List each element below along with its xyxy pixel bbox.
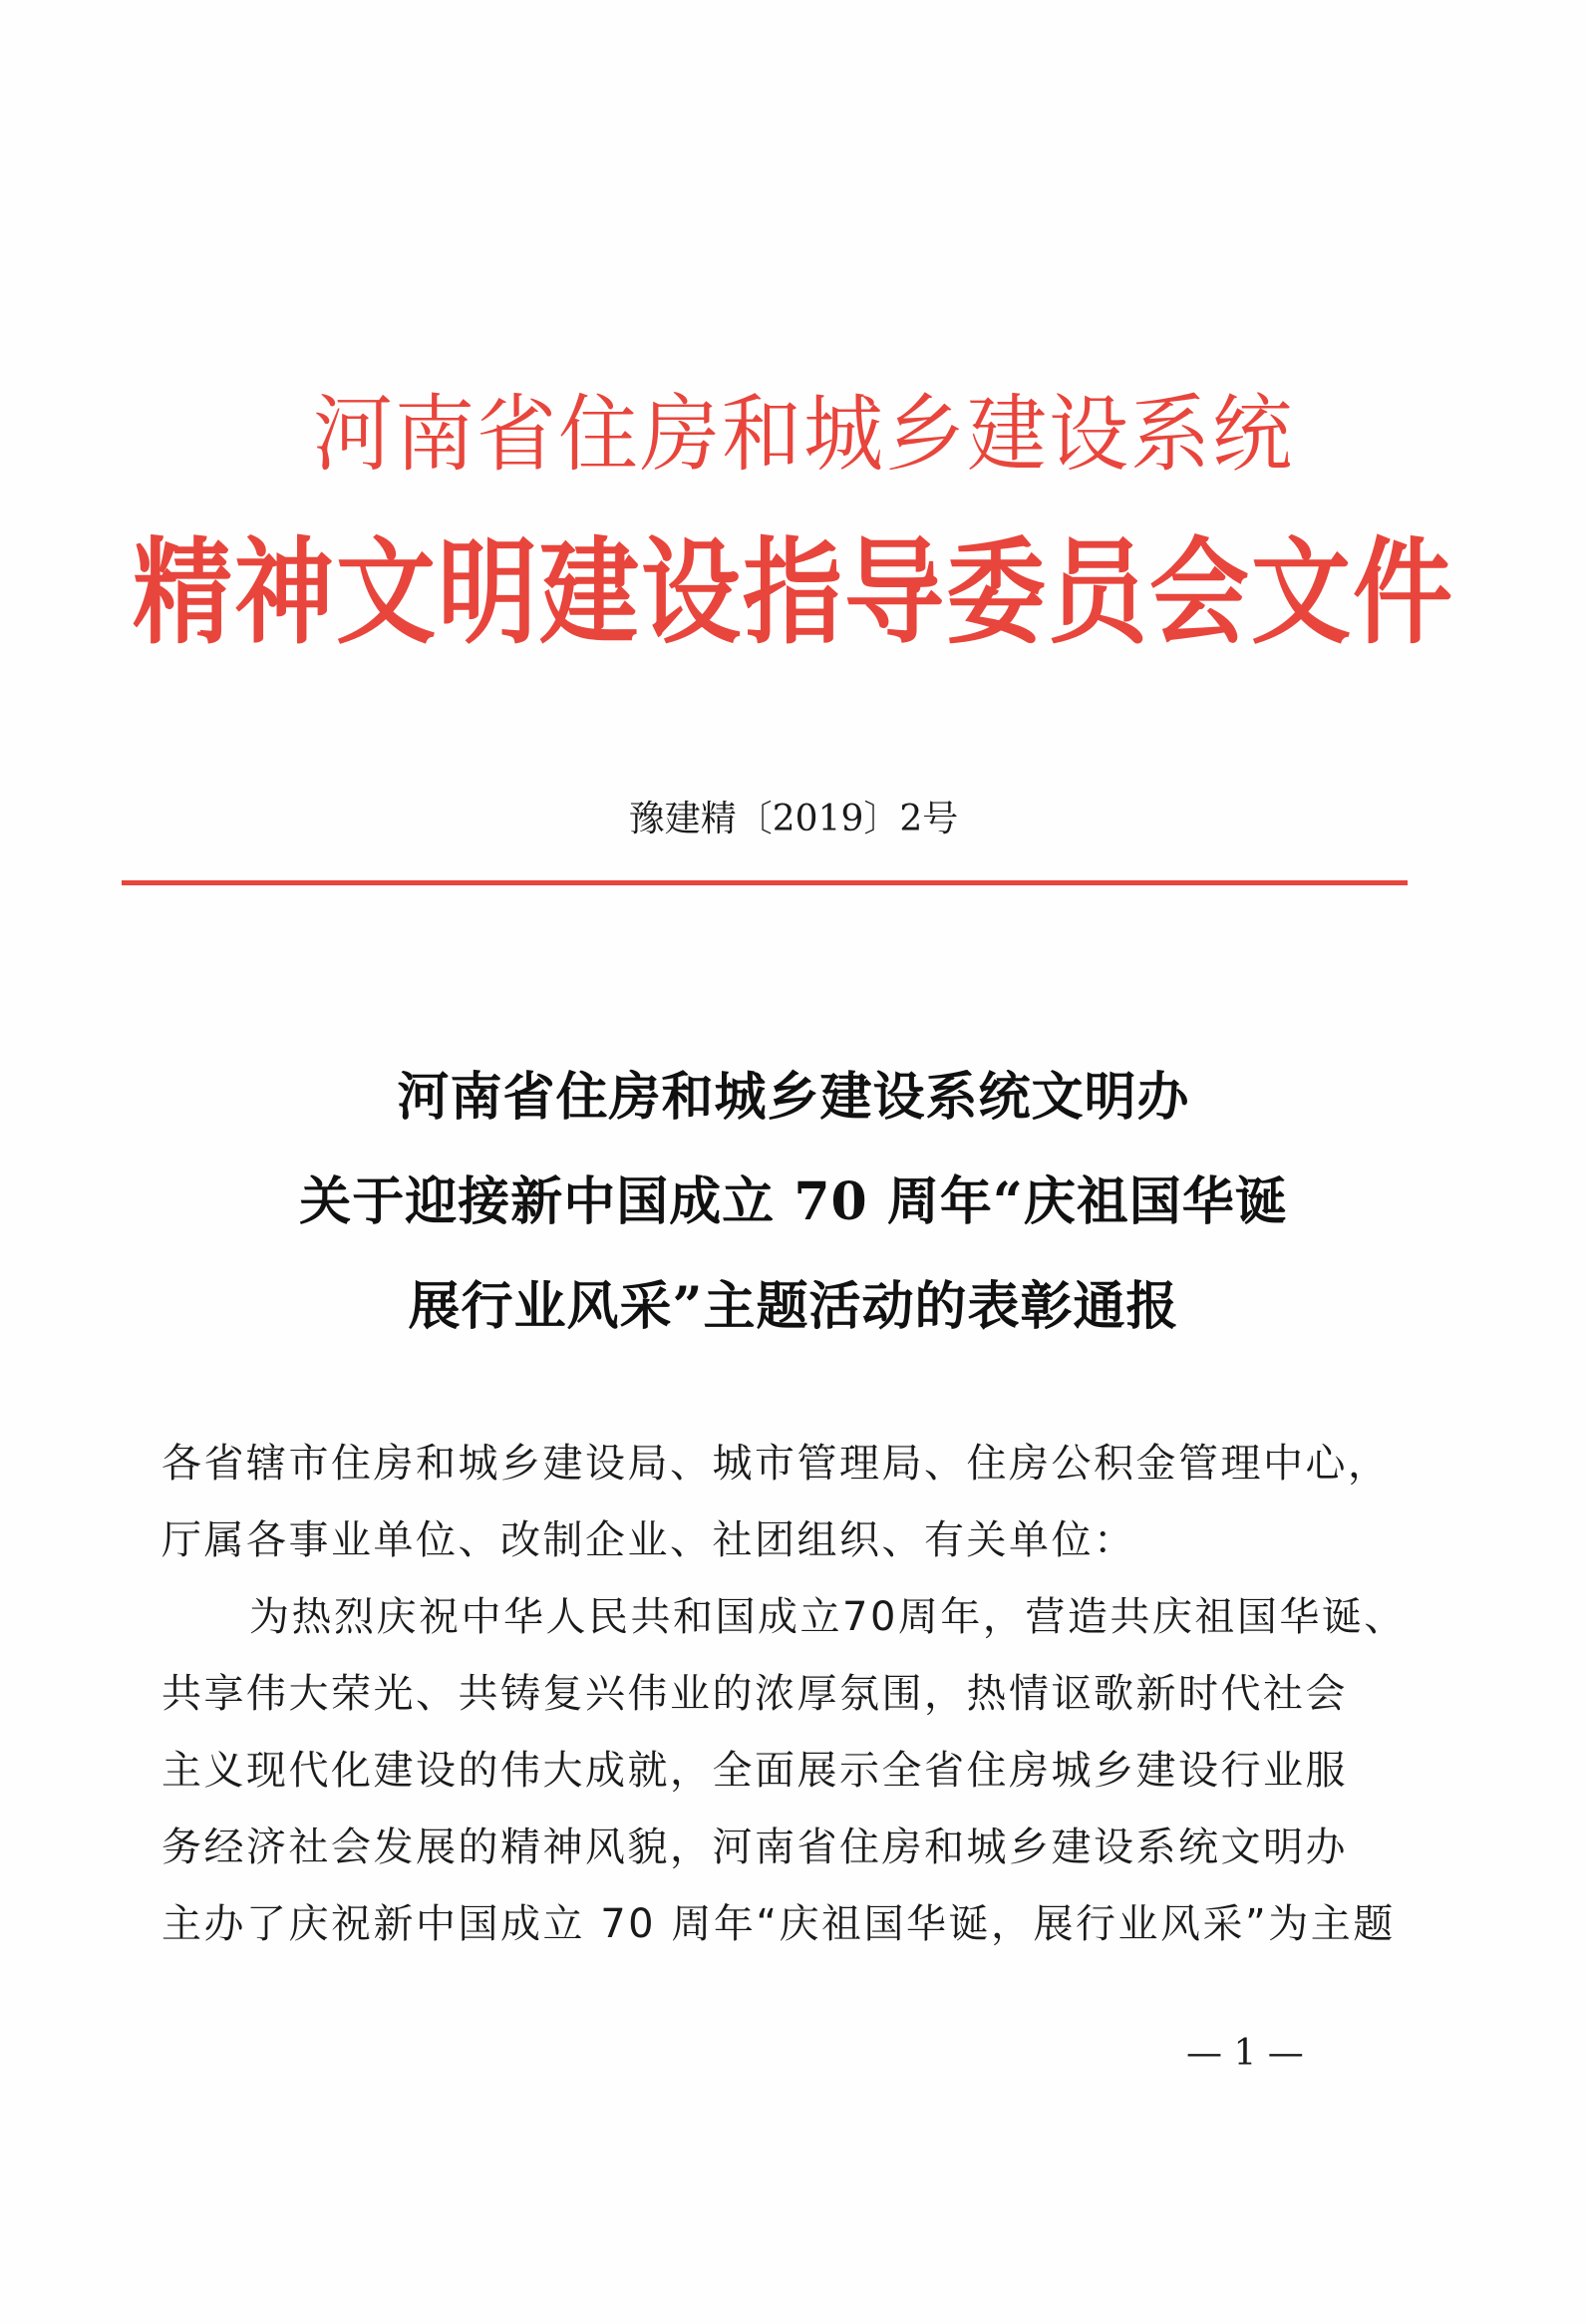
document-body — [161, 1426, 1407, 1963]
title-line: 关于迎接新中国成立 70 周年“庆祖国华诞 — [299, 1171, 1288, 1232]
red-divider-line — [122, 880, 1408, 885]
paragraph-line: 务经济社会发展的精神风貌，河南省住房和城乡建设系统文明办 — [161, 1825, 1348, 1870]
paragraph-line: 主义现代化建设的伟大成就，全面展示全省住房城乡建设行业服 — [161, 1748, 1348, 1794]
paragraph-line: 为热烈庆祝中华人民共和国成立70周年，营造共庆祖国华诞、 — [249, 1594, 1407, 1640]
document-number: 豫建精〔2019〕2号 — [628, 799, 959, 839]
addressee-line: 厅属各事业单位、改制企业、社团组织、有关单位： — [161, 1517, 1136, 1563]
addressee-line: 各省辖市住房和城乡建设局、城市管理局、住房公积金管理中心， — [161, 1441, 1391, 1487]
title-line: 展行业风采”主题活动的表彰通报 — [408, 1276, 1179, 1337]
page-number: — 1 — — [1186, 2033, 1304, 2074]
paragraph-line: 共享伟大荣光、共铸复兴伟业的浓厚氛围，热情讴歌新时代社会 — [161, 1671, 1348, 1717]
title-line: 河南省住房和城乡建设系统文明办 — [397, 1067, 1190, 1128]
issuer-header-line1: 河南省住房和城乡建设系统 — [313, 385, 1294, 484]
issuer-header-line2: 精神文明建设指导委员会文件 — [133, 524, 1454, 660]
paragraph-line: 主办了庆祝新中国成立 70 周年“庆祖国华诞，展行业风采”为主题 — [161, 1901, 1396, 1947]
document-title — [0, 1045, 1587, 1359]
